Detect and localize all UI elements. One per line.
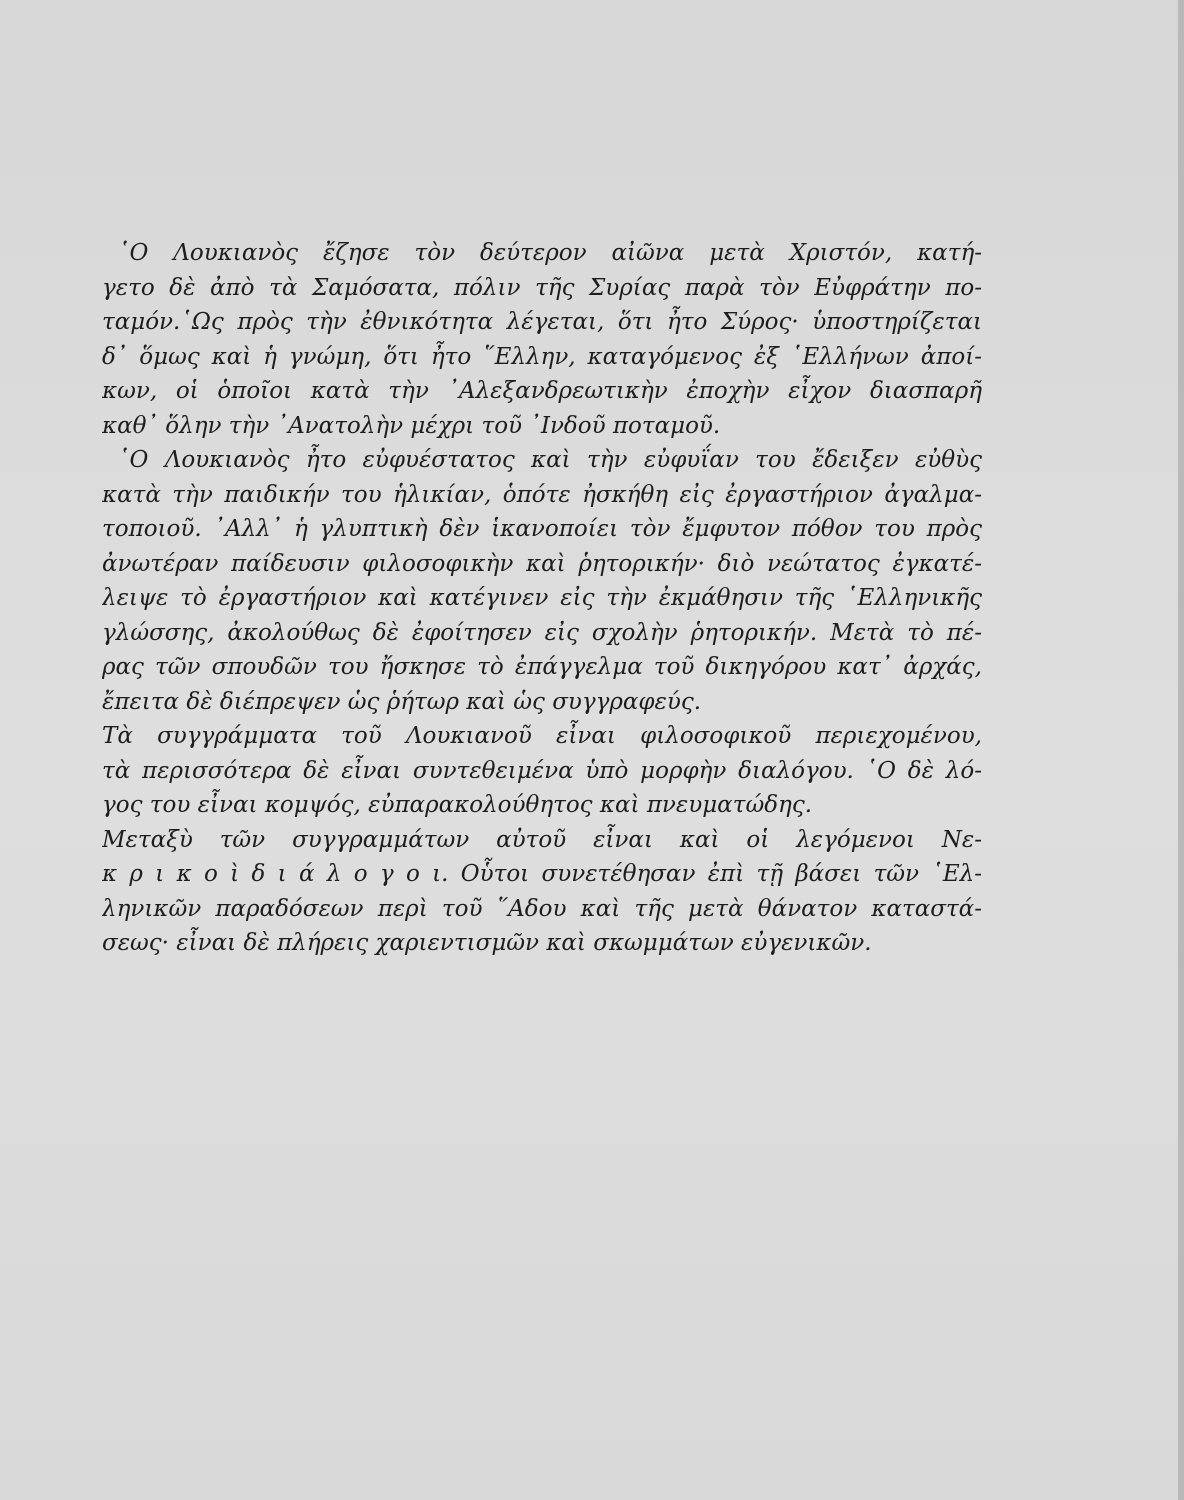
body-text [102,236,982,961]
text-line: τοποιοῦ. ᾽Αλλ᾽ ἡ γλυπτικὴ δὲν ἱκανοποίει τὸν ἔμφυτον πόθον του πρὸς [102,516,982,542]
text-line: λειψε τὸ ἐργαστήριον καὶ κατέγινεν εἰς τὴν ἐκμάθησιν τῆς ῾Ελληνικῆς [102,585,982,611]
text-line: γλώσσης, ἀκολούθως δὲ ἐφοίτησεν εἰς σχολὴν ῥητορικήν. Μετὰ τὸ πέ- [102,619,982,646]
paragraph-4 [102,823,982,961]
text-line: καθ᾽ ὅλην τὴν ᾽Ανατολὴν μέχρι τοῦ ᾽Ινδοῦ ποταμοῦ. [102,412,721,439]
text-line: ρας τῶν σπουδῶν του ἤσκησε τὸ ἐπάγγελμα τοῦ δικηγόρου κατ᾽ ἀρχάς, [102,654,982,680]
text-line: δ᾽ ὅμως καὶ ἡ γνώμη, ὅτι ἦτο ῞Ελλην, καταγόμενος ἐξ ῾Ελλήνων ἀποί- [102,343,982,370]
text-line: ῾Ο Λουκιανὸς ἔζησε τὸν δεύτερον αἰῶνα μετὰ Χριστόν, κατή- [118,240,982,266]
text-line: ληνικῶν παραδόσεων περὶ τοῦ ῞Αδου καὶ τῆς μετὰ θάνατον καταστά- [102,895,982,922]
paragraph-2 [102,443,982,719]
text-line: κ ρ ι κ ο ὶ δ ι ά λ ο γ ο ι. Οὗτοι συνετέθησαν ἐπὶ τῇ βάσει τῶν ῾Ελ- [102,861,982,887]
text-line: ταμόν.῾Ως πρὸς τὴν ἐθνικότητα λέγεται, ὅτι ἦτο Σύρος· ὑποστηρίζεται [102,309,982,335]
text-line: κων, οἱ ὁποῖοι κατὰ τὴν ᾽Αλεξανδρεωτικὴν ἐποχὴν εἶχον διασπαρῆ [102,378,982,404]
text-line: Τὰ συγγράμματα τοῦ Λουκιανοῦ εἶναι φιλοσοφικοῦ περιεχομένου, [102,723,982,749]
text-line: κατὰ τὴν παιδικήν του ἡλικίαν, ὁπότε ἠσκήθη εἰς ἐργαστήριον ἀγαλμα- [102,481,982,508]
paragraph-1 [102,236,982,443]
text-line: ἔπειτα δὲ διέπρεψεν ὡς ῥήτωρ καὶ ὡς συγγραφεύς. [102,688,702,715]
page-edge-shadow [1178,0,1184,1500]
text-line: ἀνωτέραν παίδευσιν φιλοσοφικὴν καὶ ῥητορικήν· διὸ νεώτατος ἐγκατέ- [102,550,982,577]
text-line: γετο δὲ ἀπὸ τὰ Σαμόσατα, πόλιν τῆς Συρίας παρὰ τὸν Εὐφράτην πο- [102,274,982,301]
text-line: σεως· εἶναι δὲ πλήρεις χαριεντισμῶν καὶ σκωμμάτων εὐγενικῶν. [102,930,872,956]
paragraph-3 [102,719,982,823]
text-line: γος του εἶναι κομψός, εὐπαρακολούθητος καὶ πνευματώδης. [102,792,813,818]
text-line: ῾Ο Λουκιανὸς ἦτο εὐφυέστατος καὶ τὴν εὐφυΐαν του ἔδειξεν εὐθὺς [118,447,982,473]
text-line: τὰ περισσότερα δὲ εἶναι συντεθειμένα ὑπὸ μορφὴν διαλόγου. ῾Ο δὲ λό- [102,757,982,784]
text-line: Μεταξὺ τῶν συγγραμμάτων αὐτοῦ εἶναι καὶ οἱ λεγόμενοι Νε- [102,826,982,853]
